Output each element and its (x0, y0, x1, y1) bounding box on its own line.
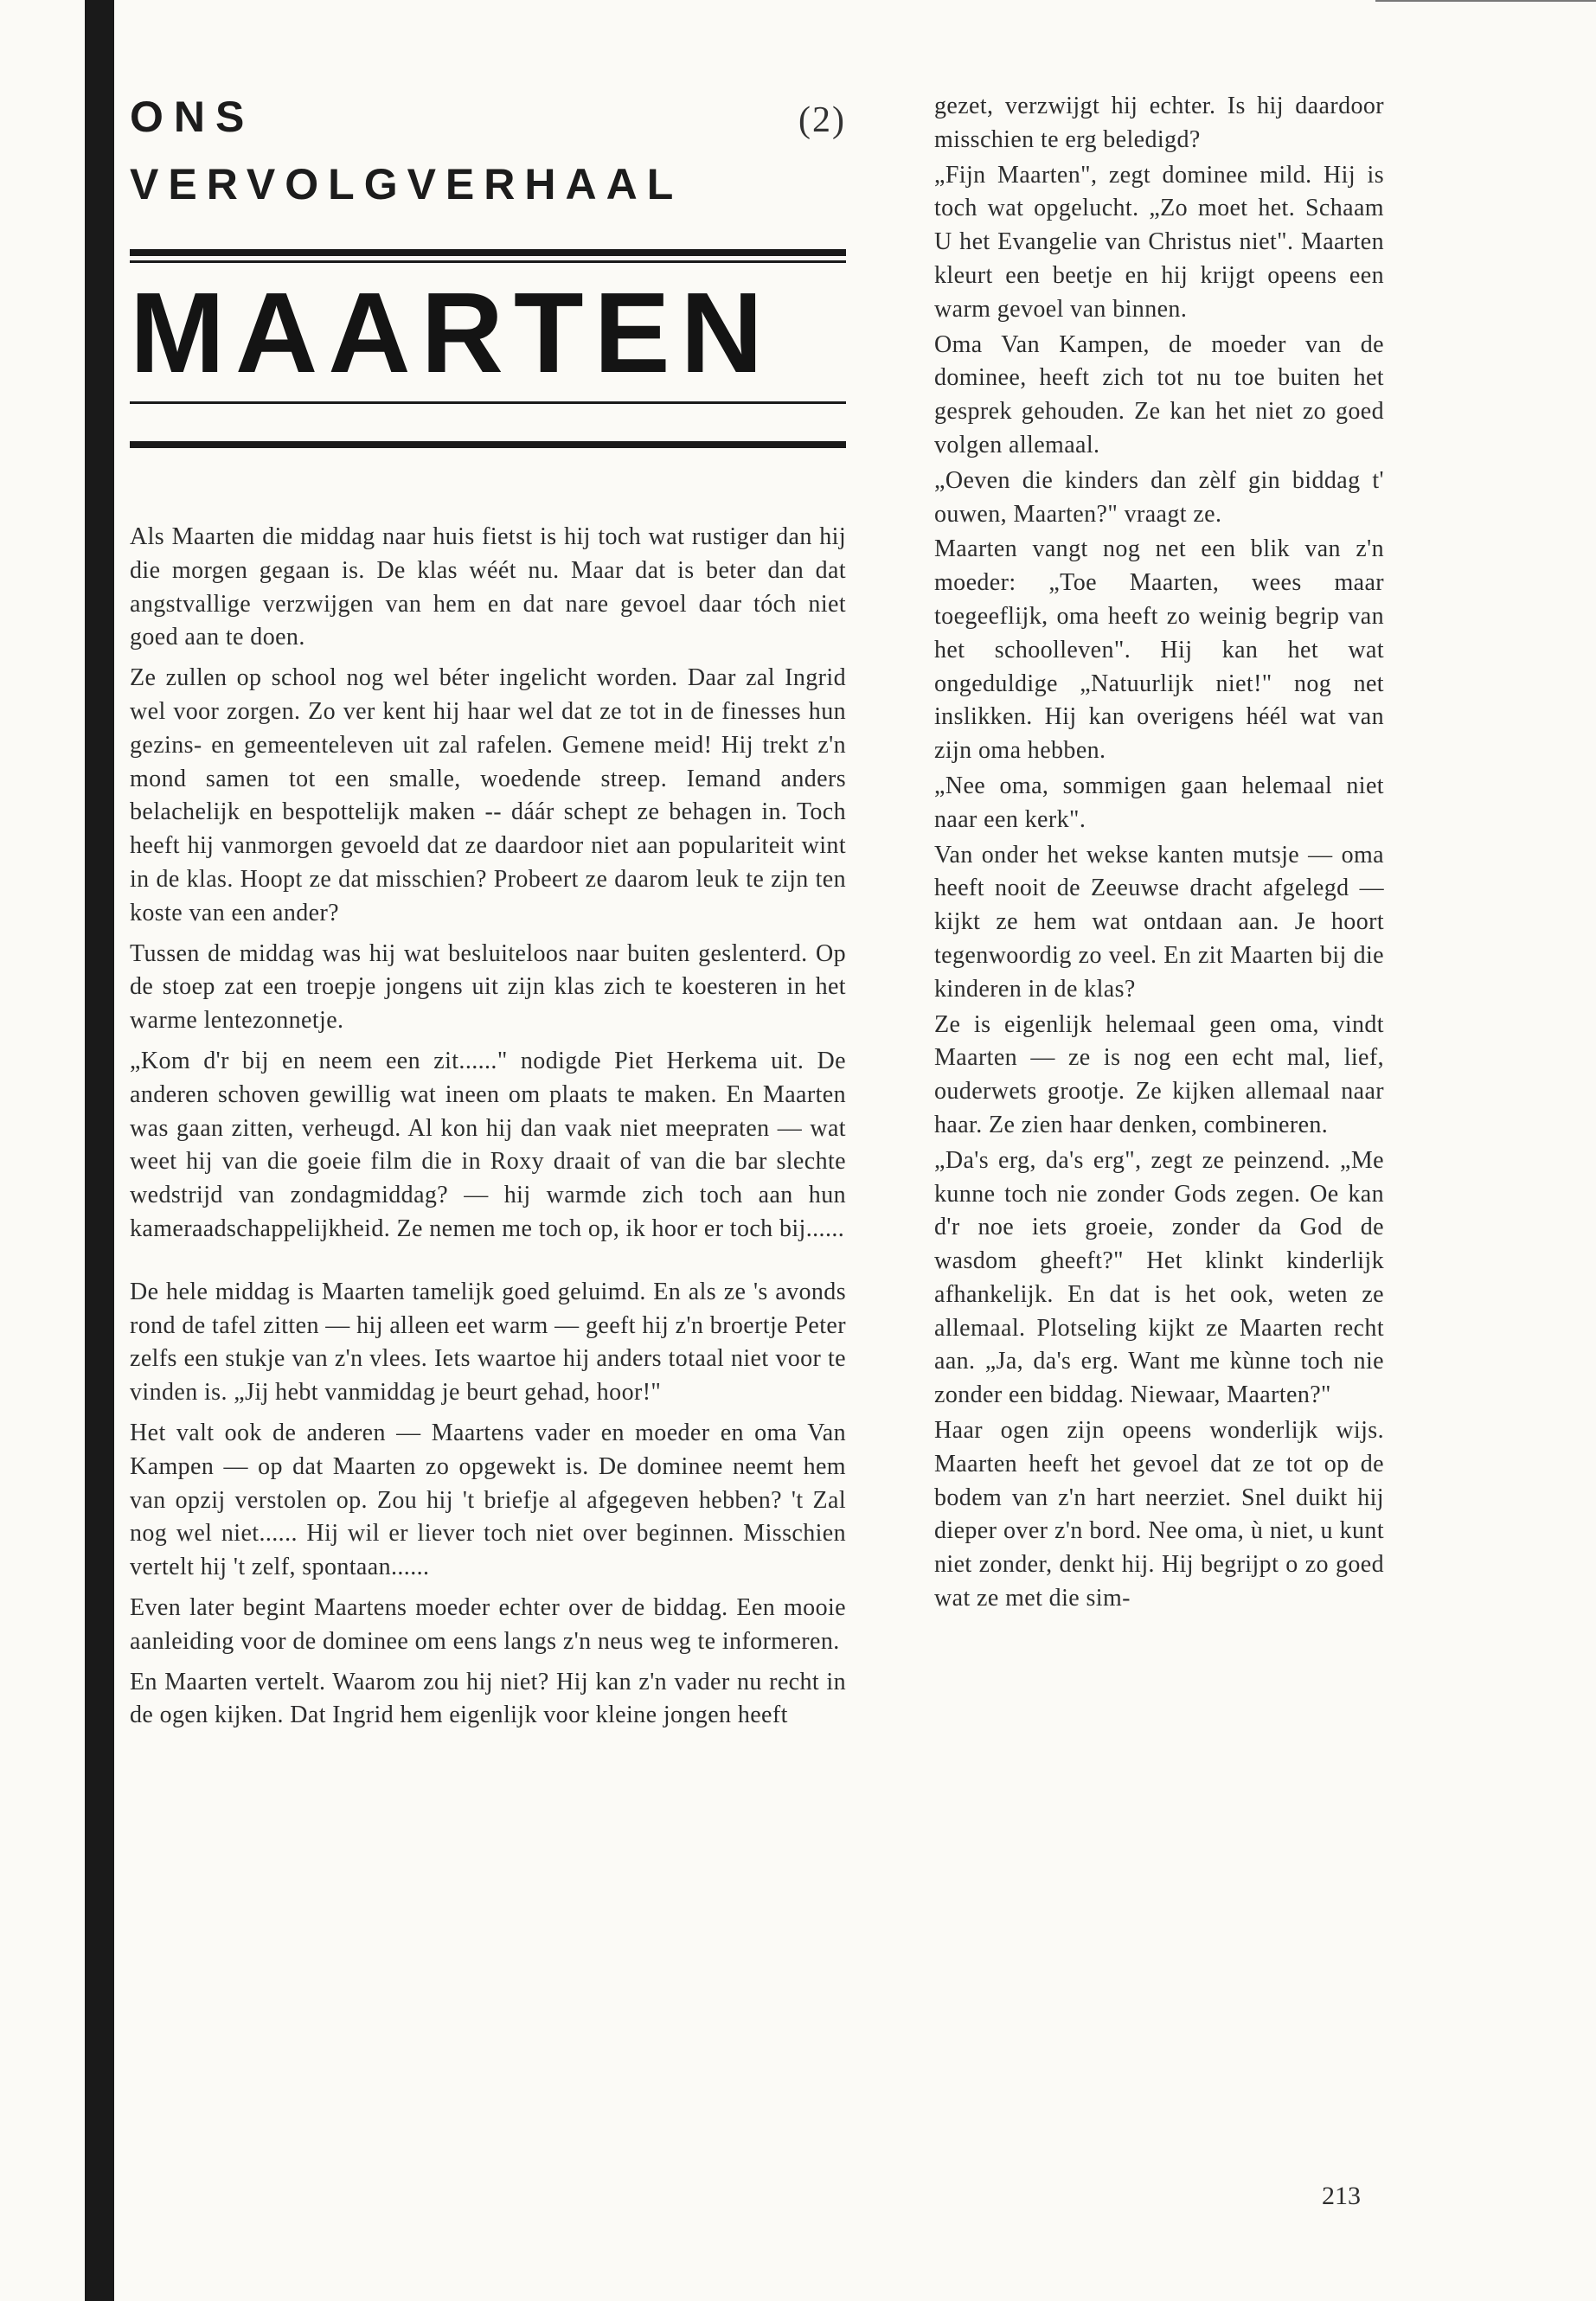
paragraph: En Maarten vertelt. Waarom zou hij niet? Hij kan z'n vader nu recht in de ogen kijken. Dat Ingrid hem eigenlijk voor kleine jongen heeft (130, 1668, 846, 1729)
title-rule-top (130, 249, 846, 256)
right-column (934, 90, 1384, 1618)
left-body-text (130, 521, 846, 1733)
left-column (130, 87, 846, 1740)
paragraph: Ze is eigenlijk helemaal geen oma, vindt Maarten — ze is nog een echt mal, lief, ouderwets grootje. Ze kijken allemaal naar haar. Ze zien haar denken, combineren. (934, 1010, 1384, 1138)
paragraph: Van onder het wekse kanten mutsje — oma heeft nooit de Zeeuwse dracht afgelegd — kijkt ze hem wat ontdaan aan. Je hoort tegenwoordig zo veel. En zit Maarten bij die kinderen in de klas? (934, 841, 1384, 1003)
paragraph: gezet, verzwijgt hij echter. Is hij daardoor misschien te erg beledigd? (934, 93, 1384, 153)
paragraph: De hele middag is Maarten tamelijk goed geluimd. En als ze 's avonds rond de tafel zitten — hij alleen eet warm — geeft hij z'n broertje Peter zelfs een stukje van z'n vlees. Iets waartoe hij anders totaal niet voor te vinden is. „Jij hebt vanmiddag je beurt gehad, hoor!" (130, 1278, 846, 1407)
paragraph: Maarten vangt nog net een blik van z'n moeder: „Toe Maarten, wees maar toegeeflijk, oma heeft zo weinig begrip van het schoolleven". Hij kan het wat ongeduldige „Natuurlijk niet!" nog net inslikken. Hij kan overigens héél wat van zijn oma hebben. (934, 535, 1384, 765)
paragraph: Haar ogen zijn opeens wonderlijk wijs. Maarten heeft het gevoel dat ze tot op de bodem van z'n hart neerziet. Snel duikt hij dieper over z'n bord. Nee oma, ù niet, u kunt niet zonder, denkt hij. Hij begrijpt o zo goed wat ze met die sim- (934, 1417, 1384, 1612)
top-edge-rule (1375, 0, 1596, 2)
paragraph: Even later begint Maartens moeder echter over de biddag. Een mooie aanleiding voor de dominee om eens langs z'n neus weg te informeren. (130, 1593, 846, 1655)
episode-number: (2) (798, 100, 846, 140)
paragraph: „Nee oma, sommigen gaan helemaal niet naar een kerk". (934, 772, 1384, 833)
page-number: 213 (1322, 2182, 1361, 2210)
paragraph: Ze zullen op school nog wel béter ingelicht worden. Daar zal Ingrid wel voor zorgen. Zo ver kent hij haar wel dat ze tot in de finesses hun gezins- en gemeenteleven uit zal rafelen. Gemene meid! Hij trekt z'n mond samen tot een smalle, woedende streep. Iemand anders belachelijk en bespottelijk maken -- dáár schept ze behagen in. Toch heeft hij vanmorgen gevoeld dat ze daardoor niet aan populariteit wint in de klas. Hoopt ze dat misschien? Probeert ze daarom leuk te zijn ten koste van een ander? (130, 664, 846, 926)
paragraph: „Fijn Maarten", zegt dominee mild. Hij is toch wat opgelucht. „Zo moet het. Schaam U het Evangelie van Christus niet". Maarten kleurt een beetje en hij krijgt opeens een warm gevoel van binnen. (934, 161, 1384, 323)
series-title: ONS (130, 93, 255, 141)
paragraph: Oma Van Kampen, de moeder van de dominee, heeft zich tot nu toe buiten het gesprek gehouden. Ze kan het niet zo goed volgen allemaal. (934, 330, 1384, 458)
page-edge-bar (85, 0, 114, 2301)
paragraph: „Kom d'r bij en neem een zit......" nodigde Piet Herkema uit. De anderen schoven gewillig wat ineen om plaats te maken. En Maarten was gaan zitten, verheugd. Al kon hij dan vaak niet meepraten — wat weet hij van die goeie film die in Roxy draait of van die bar slechte wedstrijd van zondagmiddag? — hij warmde zich toch aan hun kameraadschappelijkheid. Ze nemen me toch op, ik hoor er toch bij...... (130, 1047, 846, 1242)
series-subtitle: VERVOLGVERHAAL (130, 160, 683, 208)
story-title: MAARTEN (130, 269, 773, 396)
paragraph: Het valt ook de anderen — Maartens vader en moeder en oma Van Kampen — op dat Maarten zo opgewekt is. De dominee neemt hem van opzij verstolen op. Zou hij 't briefje al afgegeven hebben? 't Zal nog wel niet...... Hij wil er liever toch niet over beginnen. Misschien vertelt hij 't zelf, spontaan...... (130, 1419, 846, 1581)
paragraph: „Da's erg, da's erg", zegt ze peinzend. „Me kunne toch nie zonder Gods zegen. Oe kan d'r noe iets groeie, zonder da God de wasdom gheeft?" Het klinkt kinderlijk afhankelijk. En dat is het ook, weten ze allemaal. Plotseling kijkt ze Maarten recht aan. „Ja, da's erg. Want me kùnne toch nie zonder een biddag. Niewaar, Maarten?" (934, 1146, 1384, 1409)
title-rule-top-thin (130, 260, 846, 263)
paragraph: Tussen de middag was hij wat besluiteloos naar buiten geslenterd. Op de stoep zat een troepje jongens uit zijn klas zich te koesteren in het warme lentezonnetje. (130, 939, 846, 1035)
title-rule-bottom (130, 441, 846, 448)
paragraph: „Oeven die kinders dan zèlf gin biddag t' ouwen, Maarten?" vraagt ze. (934, 466, 1384, 528)
paragraph: Als Maarten die middag naar huis fietst is hij toch wat rustiger dan hij die morgen gegaan is. De klas wéét nu. Maar dat is beter dan dat angstvallige verzwijgen van hem en dat nare gevoel daar tóch niet goed aan te doen. (130, 523, 846, 651)
series-header (130, 87, 846, 147)
